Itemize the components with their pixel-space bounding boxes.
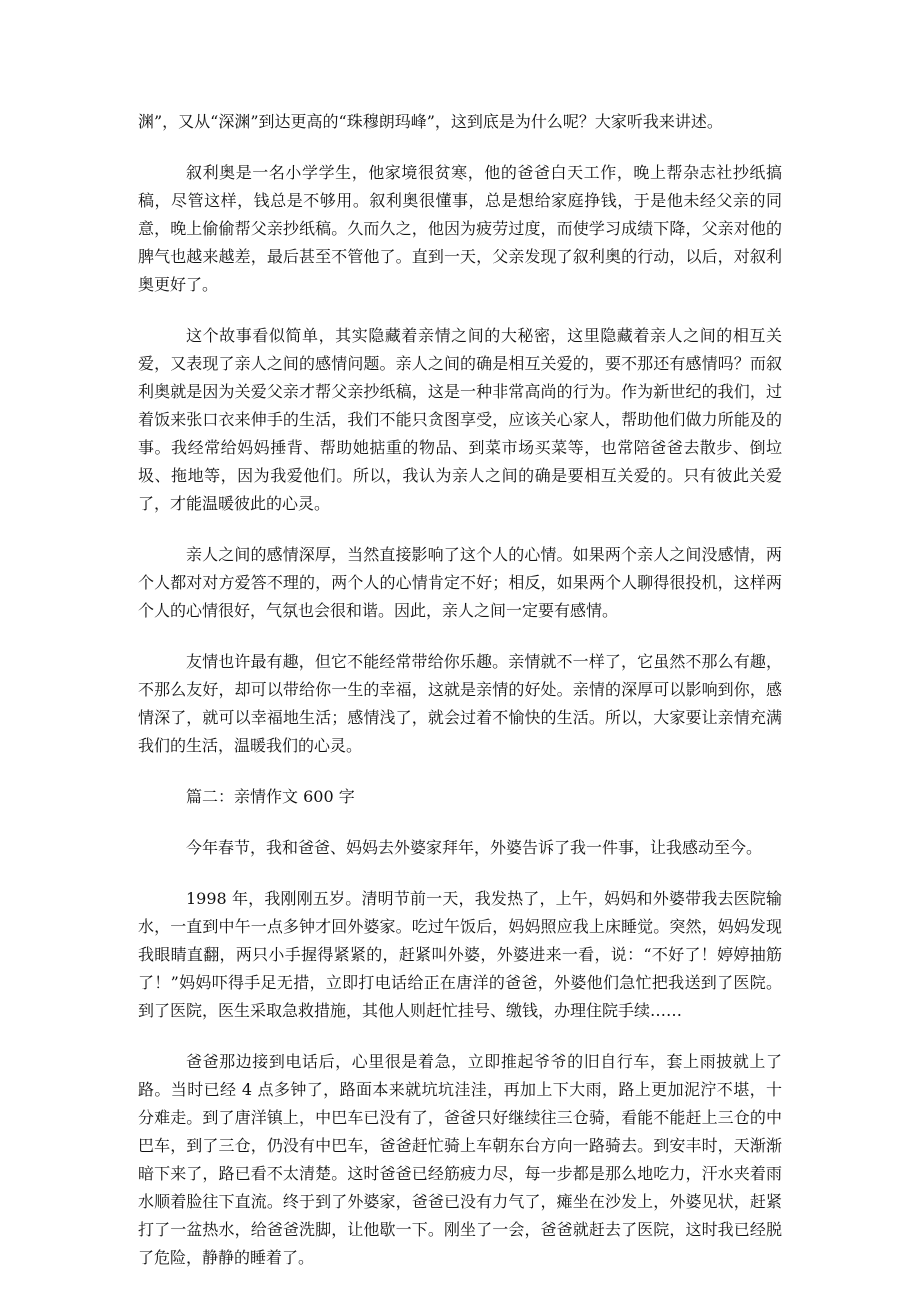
paragraph-story: 叙利奥是一名小学学生，他家境很贫寒，他的爸爸白天工作，晚上帮杂志社抄纸搞稿，尽管这样，钱总是不够用。叙利奥很懂事，总是想给家庭挣钱，于是他未经父亲的同意，晚上偷偷帮父亲抄纸稿。久而久之，他因为疲劳过度，而使学习成绩下降，父亲对他的脾气也越来越差，最后甚至不管他了。直到一天，父亲发现了叙利奥的行动，以后，对叙利奥更好了。 (138, 163, 782, 294)
paragraph-continuation: 渊”，又从“深渊”到达更高的“珠穆朗玛峰”，这到底是为什么呢？大家听我来讲述。 (138, 112, 723, 131)
paragraph-1998: 1998 年，我刚刚五岁。清明节前一天，我发热了，上午，妈妈和外婆带我去医院输水，一直到中午一点多钟才回外婆家。吃过午饭后，妈妈照应我上床睡觉。突然，妈妈发现我眼睛直翻，两只小手握得紧紧的，赶紧叫外婆，外婆进来一看，说：“不好了！婷婷抽筋了！”妈妈吓得手足无措，立即打电话给正在唐洋的爸爸，外婆他们急忙把我送到了医院。到了医院，医生采取急救措施，其他人则赶忙挂号、缴钱，办理住院手续…… (138, 889, 782, 1020)
paragraph-friendship: 友情也许最有趣，但它不能经常带给你乐趣。亲情就不一样了，它虽然不那么有趣，不那么友好，却可以带给你一生的幸福，这就是亲情的好处。亲情的深厚可以影响到你，感情深了，就可以幸福地生活；感情浅了，就会过着不愉快的生活。所以，大家要让亲情充满我们的生活，温暖我们的心灵。 (138, 652, 782, 755)
paragraph-analysis: 这个故事看似简单，其实隐藏着亲情之间的大秘密，这里隐藏着亲人之间的相互关爱，又表现了亲人之间的感情问题。亲人之间的确是相互关爱的，要不那还有感情吗？而叙利奥就是因为关爱父亲才帮父亲抄纸稿，这是一种非常高尚的行为。作为新世纪的我们，过着饭来张口衣来伸手的生活，我们不能只贪图享受，应该关心家人，帮助他们做力所能及的事。我经常给妈妈捶背、帮助她掂重的物品、到菜市场买菜等，也常陪爸爸去散步、倒垃圾、拖地等，因为我爱他们。所以，我认为亲人之间的确是要相互关爱的。只有彼此关爱了，才能温暖彼此的心灵。 (138, 326, 782, 513)
paragraph-spring-festival: 今年春节，我和爸爸、妈妈去外婆家拜年，外婆告诉了我一件事，让我感动至今。 (186, 838, 763, 857)
section-heading: 篇二：亲情作文 600 字 (186, 787, 355, 806)
paragraph-feelings: 亲人之间的感情深厚，当然直接影响了这个人的心情。如果两个亲人之间没感情，两个人都对对方爱答不理的，两个人的心情肯定不好；相反，如果两个人聊得很投机，这样两个人的心情很好，气氛也会很和谐。因此，亲人之间一定要有感情。 (138, 545, 782, 620)
paragraph-father: 爸爸那边接到电话后，心里很是着急，立即推起爷爷的旧自行车，套上雨披就上了路。当时已经 4 点多钟了，路面本来就坑坑洼洼，再加上下大雨，路上更加泥泞不堪，十分难走。到了唐洋镇上，中巴车已没有了，爸爸只好继续往三仓骑，看能不能赶上三仓的中巴车，到了三仓，仍没有中巴车，爸爸赶忙骑上车朝东台方向一路骑去。到安丰时，天渐渐暗下来了，路已看不太清楚。这时爸爸已经筋疲力尽，每一步都是那么地吃力，汗水夹着雨水顺着脸往下直流。终于到了外婆家，爸爸已没有力气了，瘫坐在沙发上，外婆见状，赶紧打了一盆热水，给爸爸洗脚，让他歇一下。刚坐了一会，爸爸就赶去了医院，这时我已经脱了危险，静静的睡着了。 (138, 1052, 782, 1267)
